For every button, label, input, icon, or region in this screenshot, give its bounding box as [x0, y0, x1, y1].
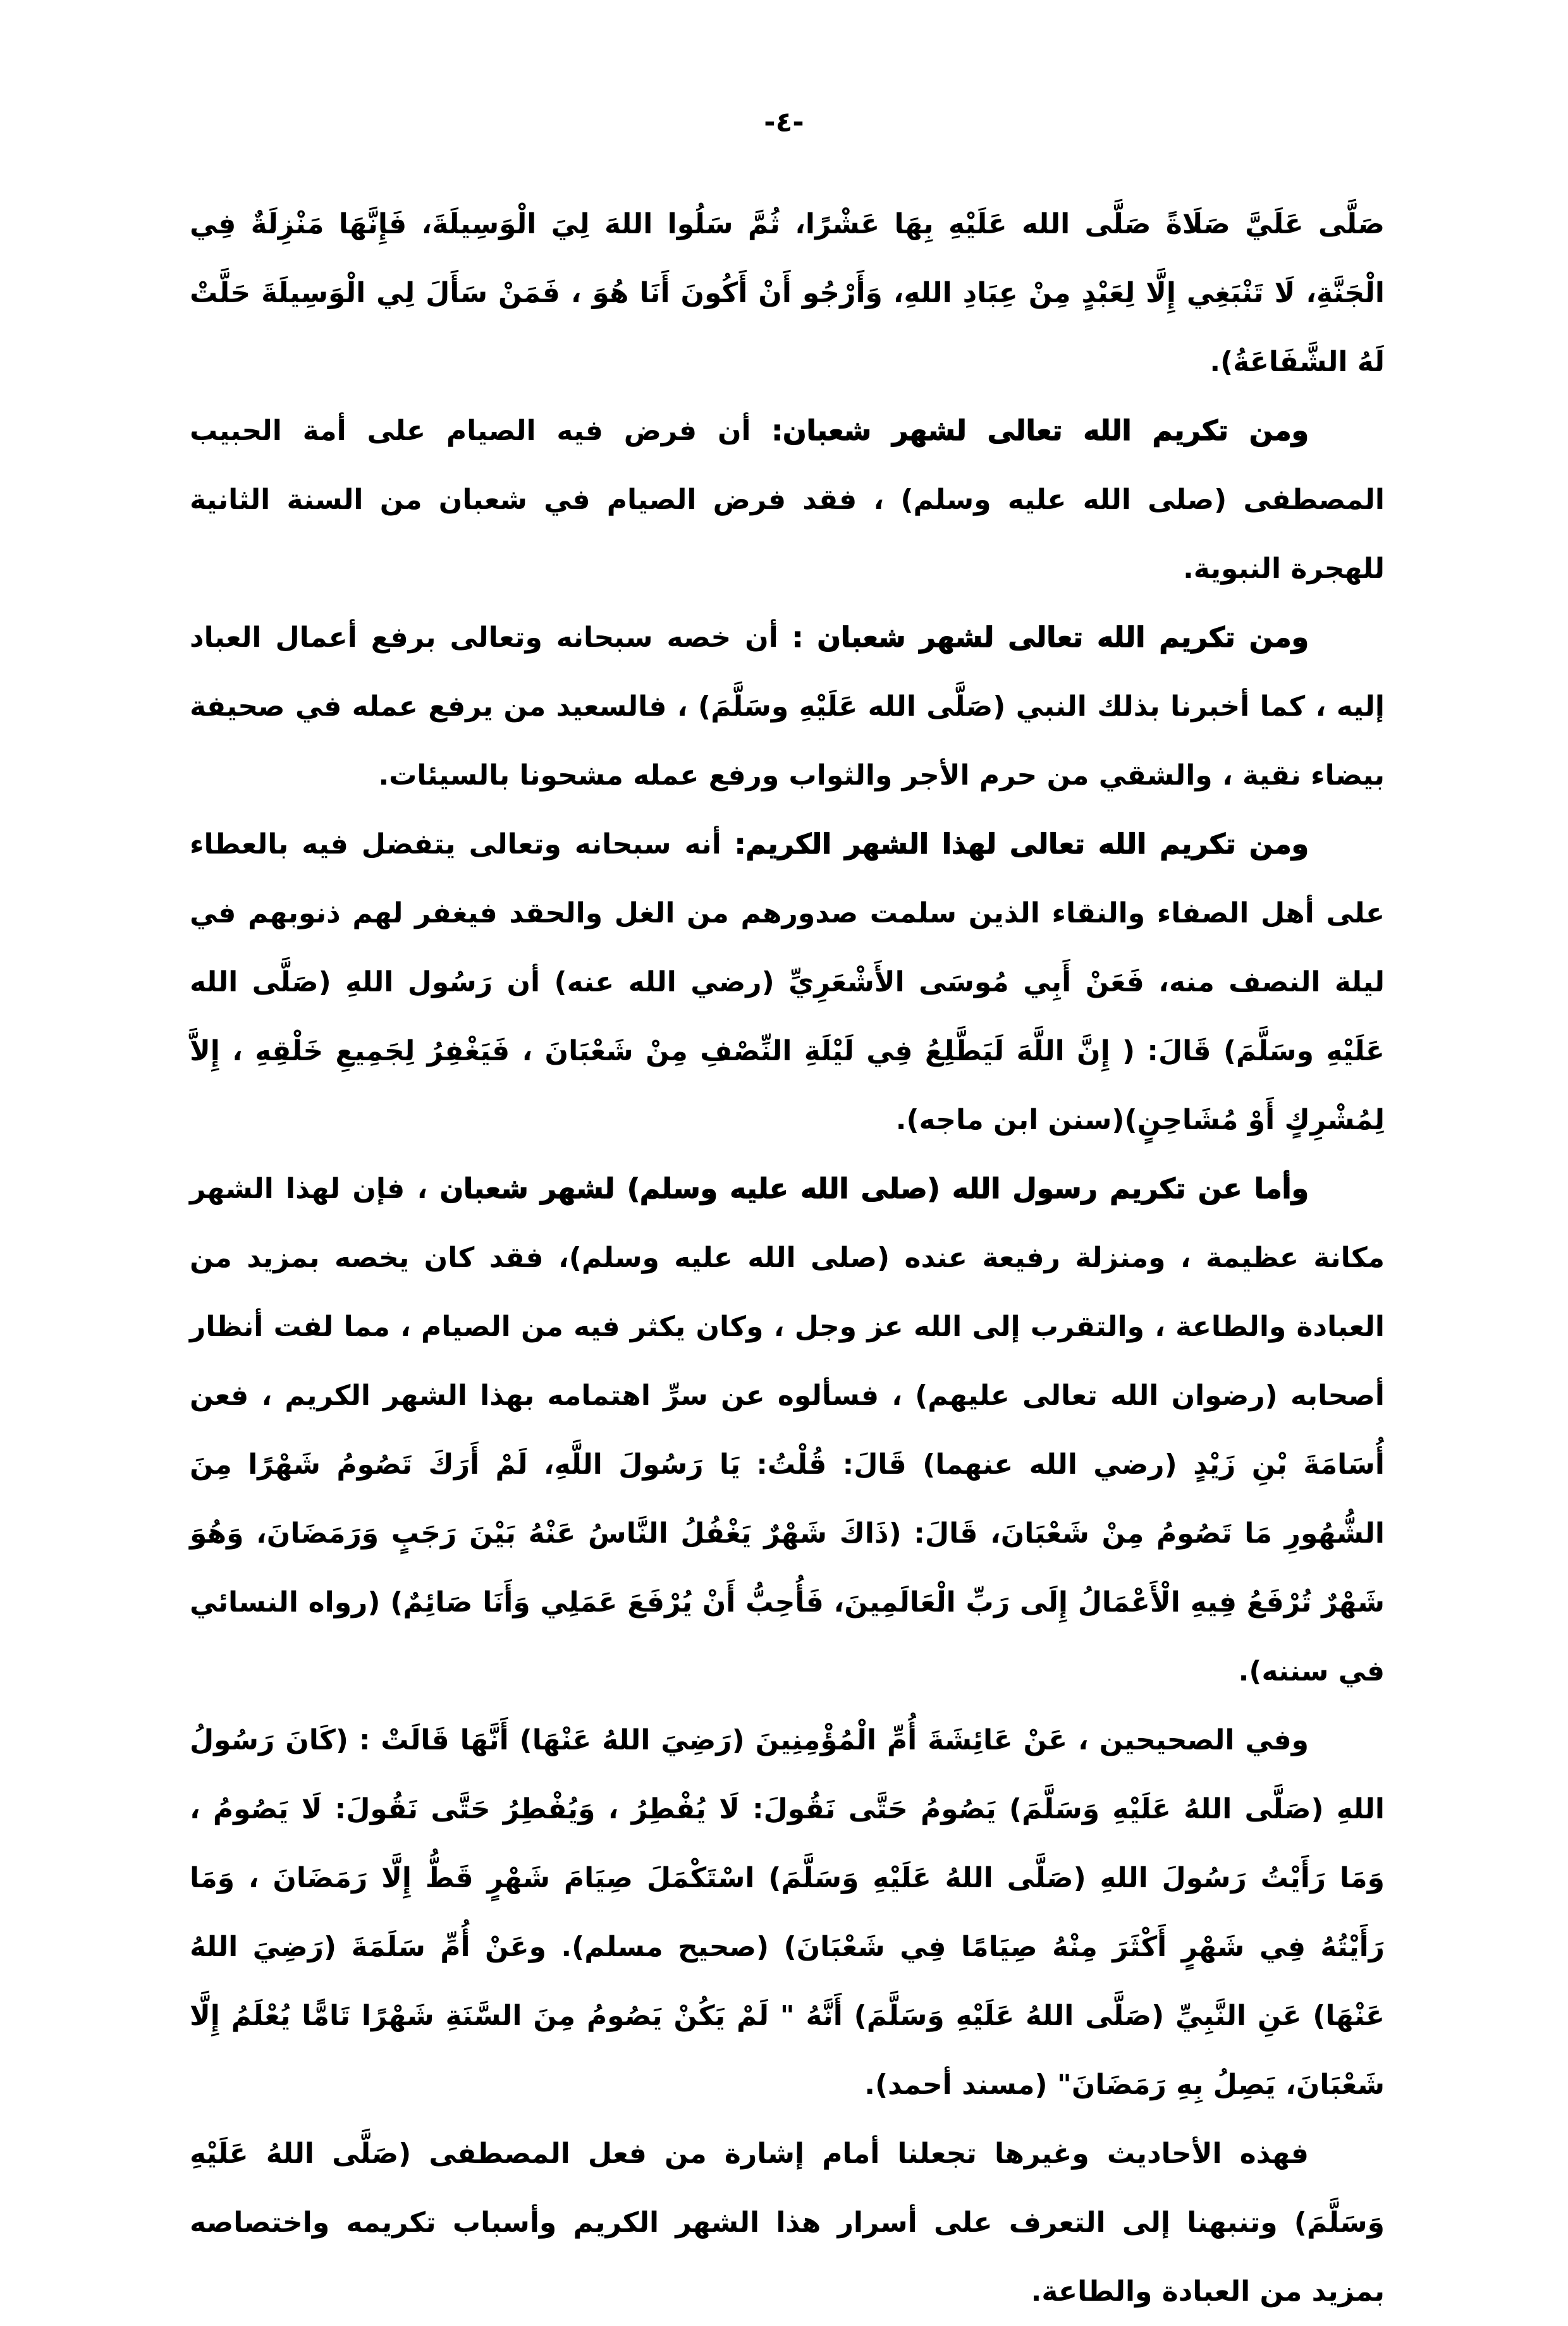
paragraph-2-heading: ومن تكريم الله تعالى لشهر شعبان: — [771, 415, 1309, 447]
paragraph-6-text: وفي الصحيحين ، عَنْ عَائِشَةَ أُمِّ الْمُؤْمِنِينَ (رَضِيَ اللهُ عَنْهَا) أَنَّهَا قَالَتْ : (كَانَ رَسُولُ اللهِ (صَلَّى اللهُ عَلَيْهِ وَسَلَّمَ) يَصُومُ حَتَّى نَقُولَ: لَا يُفْطِرُ ، وَيُفْطِرُ حَتَّى نَقُولَ: لَا يَصُومُ ، وَمَا رَأَيْتُ رَسُولَ اللهِ (صَلَّى اللهُ عَلَيْهِ وَسَلَّمَ) اسْتَكْمَلَ صِيَامَ شَهْرٍ قَطُّ إِلَّا رَمَضَانَ ، وَمَا رَأَيْتُهُ فِي شَهْرٍ أَكْثَرَ مِنْهُ صِيَامًا فِي شَعْبَانَ) (صحيح مسلم). وعَنْ أُمِّ سَلَمَةَ (رَضِيَ اللهُ عَنْهَا) عَنِ النَّبِيِّ (صَلَّى اللهُ عَلَيْهِ وَسَلَّمَ) أَنَّهُ " لَمْ يَكُنْ يَصُومُ مِنَ السَّنَةِ شَهْرًا تَامًّا يُعْلَمُ إِلَّا شَعْبَانَ، يَصِلُ بِهِ رَمَضَانَ" (مسند أحمد). — [190, 1724, 1385, 2101]
paragraph-1 — [190, 190, 1385, 396]
paragraph-7 — [190, 2119, 1385, 2326]
paragraph-3 — [190, 603, 1385, 810]
paragraph-3-heading: ومن تكريم الله تعالى لشهر شعبان : — [792, 621, 1309, 654]
page-number: -٤- — [764, 106, 804, 138]
paragraph-5-text: ، فإن لهذا الشهر مكانة عظيمة ، ومنزلة رفيعة عنده (صلى الله عليه وسلم)، فقد كان يخصه بمزيد من العبادة والطاعة ، والتقرب إلى الله عز وجل ، وكان يكثر فيه من الصيام ، مما لفت أنظار أصحابه (رضوان الله تعالى عليهم) ، فسألوه عن سرِّ اهتمامه بهذا الشهر الكريم ، فعن أُسَامَةَ بْنِ زَيْدٍ (رضي الله عنهما) قَالَ: قُلْتُ: يَا رَسُولَ اللَّهِ، لَمْ أَرَكَ تَصُومُ شَهْرًا مِنَ الشُّهُورِ مَا تَصُومُ مِنْ شَعْبَانَ، قَالَ: (ذَاكَ شَهْرٌ يَغْفُلُ النَّاسُ عَنْهُ بَيْنَ رَجَبٍ وَرَمَضَانَ، وَهُوَ شَهْرٌ تُرْفَعُ فِيهِ الْأَعْمَالُ إِلَى رَبِّ الْعَالَمِينَ، فَأُحِبُّ أَنْ يُرْفَعَ عَمَلِي وَأَنَا صَائِمٌ) (رواه النسائي في سننه). — [190, 1173, 1385, 1687]
paragraph-5-heading: وأما عن تكريم رسول الله (صلى الله عليه وسلم) لشهر شعبان — [439, 1173, 1309, 1205]
paragraph-4-text: أنه سبحانه وتعالى يتفضل فيه بالعطاء على أهل الصفاء والنقاء الذين سلمت صدورهم من الغل والحقد فيغفر لهم ذنوبهم في ليلة النصف منه، فَعَنْ أَبِي مُوسَى الأَشْعَرِيِّ (رضي الله عنه) أن رَسُول اللهِ (صَلَّى الله عَلَيْهِ وسَلَّمَ) قَالَ: ( إِنَّ اللَّهَ لَيَطَّلِعُ فِي لَيْلَةِ النِّصْفِ مِنْ شَعْبَانَ ، فَيَغْفِرُ لِجَمِيعِ خَلْقِهِ ، إِلاَّ لِمُشْرِكٍ أَوْ مُشَاحِنٍ)(سنن ابن ماجه). — [190, 828, 1385, 1136]
page-body — [190, 190, 1385, 2326]
paragraph-5 — [190, 1154, 1385, 1706]
paragraph-1-text: صَلَّى عَلَيَّ صَلَاةً صَلَّى الله عَلَيْهِ بِهَا عَشْرًا، ثُمَّ سَلُوا اللهَ لِيَ الْوَسِيلَةَ، فَإِنَّهَا مَنْزِلَةٌ فِي الْجَنَّةِ، لَا تَنْبَغِي إِلَّا لِعَبْدٍ مِنْ عِبَادِ اللهِ، وَأَرْجُو أَنْ أَكُونَ أَنَا هُوَ ، فَمَنْ سَأَلَ لِي الْوَسِيلَةَ حَلَّتْ لَهُ الشَّفَاعَةُ). — [190, 208, 1385, 378]
paragraph-2 — [190, 396, 1385, 603]
paragraph-3-text: أن خصه سبحانه وتعالى برفع أعمال العباد إليه ، كما أخبرنا بذلك النبي (صَلَّى الله عَلَيْهِ وسَلَّمَ) ، فالسعيد من يرفع عمله في صحيفة بيضاء نقية ، والشقي من حرم الأجر والثواب ورفع عمله مشحونا بالسيئات. — [190, 621, 1385, 792]
paragraph-4 — [190, 810, 1385, 1154]
paragraph-2-text: أن فرض فيه الصيام على أمة الحبيب المصطفى (صلى الله عليه وسلم) ، فقد فرض الصيام في شعبان من السنة الثانية للهجرة النبوية. — [190, 415, 1385, 585]
paragraph-6 — [190, 1706, 1385, 2119]
paragraph-7-text: فهذه الأحاديث وغيرها تجعلنا أمام إشارة من فعل المصطفى (صَلَّى اللهُ عَلَيْهِ وَسَلَّمَ) وتنبهنا إلى التعرف على أسرار هذا الشهر الكريم وأسباب تكريمه واختصاصه بمزيد من العبادة والطاعة. — [190, 2138, 1385, 2308]
paragraph-4-heading: ومن تكريم الله تعالى لهذا الشهر الكريم: — [734, 828, 1309, 860]
